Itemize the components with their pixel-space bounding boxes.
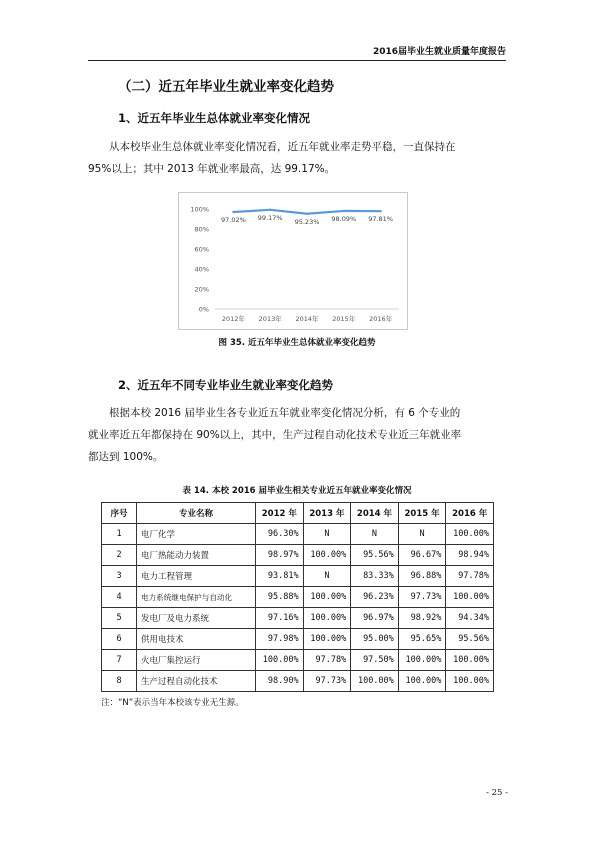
paragraph-2-line-2: 就业率近五年都保持在 90%以上，其中，生产过程自动化技术专业近三年就业率 xyxy=(88,429,462,441)
table-cell: 供用电技术 xyxy=(137,629,256,650)
table-cell: 98.92% xyxy=(398,608,446,629)
table-cell: 生产过程自动化技术 xyxy=(137,671,256,692)
table-cell: 97.78% xyxy=(446,566,494,587)
table-cell: 95.65% xyxy=(398,629,446,650)
table-cell: 火电厂集控运行 xyxy=(137,650,256,671)
table-cell: 100.00% xyxy=(446,524,494,545)
report-title: 2016届毕业生就业质量年度报告 xyxy=(372,47,506,57)
table-cell: 100.00% xyxy=(303,629,351,650)
table-cell: 95.88% xyxy=(256,587,304,608)
table-cell: 95.56% xyxy=(351,545,399,566)
page-number: - 25 - xyxy=(486,788,508,798)
table-cell: 100.00% xyxy=(351,671,399,692)
table-cell: 98.94% xyxy=(446,545,494,566)
table-cell: 97.50% xyxy=(351,650,399,671)
y-tick-label: 40% xyxy=(194,265,209,274)
y-tick-label: 60% xyxy=(194,245,209,254)
data-point xyxy=(379,210,381,212)
table-header-row xyxy=(102,503,494,524)
header-cell: 2013 年 xyxy=(303,503,351,524)
x-tick-label: 2012年 xyxy=(221,315,245,323)
header-cell: 2016 年 xyxy=(446,503,494,524)
subsection-title-2: 2、近五年不同专业毕业生就业率变化趋势 xyxy=(118,378,333,392)
table-row xyxy=(102,608,494,629)
table-cell: 97.78% xyxy=(303,650,351,671)
table-cell: 100.00% xyxy=(303,545,351,566)
table-cell: 电厂热能动力装置 xyxy=(137,545,256,566)
paragraph-1 xyxy=(88,136,506,180)
table-caption: 表 14. 本校 2016 届毕业生相关专业近五年就业率变化情况 xyxy=(182,486,412,496)
paragraph-2-line-1: 根据本校 2016 届毕业生各专业近五年就业率变化情况分析，有 6 个专业的 xyxy=(109,407,461,419)
y-tick-label: 0% xyxy=(198,305,209,314)
table-row xyxy=(102,629,494,650)
table-cell: 6 xyxy=(102,629,137,650)
figure-caption: 图 35. 近五年毕业生总体就业率变化趋势 xyxy=(218,338,376,348)
table-cell: 83.33% xyxy=(351,566,399,587)
table-row xyxy=(102,671,494,692)
data-label: 95.23% xyxy=(294,217,320,226)
table-cell: 96.23% xyxy=(351,587,399,608)
y-tick-label: 80% xyxy=(194,225,209,234)
table-cell: 97.73% xyxy=(303,671,351,692)
data-point xyxy=(232,211,234,213)
chart-canvas xyxy=(179,193,407,329)
table-row xyxy=(102,566,494,587)
table-cell: 96.88% xyxy=(398,566,446,587)
table-cell: N xyxy=(303,566,351,587)
table-cell: 电力工程管理 xyxy=(137,566,256,587)
table-cell: 100.00% xyxy=(398,671,446,692)
data-label: 98.09% xyxy=(331,214,357,223)
table-cell: 7 xyxy=(102,650,137,671)
table-cell: 5 xyxy=(102,608,137,629)
data-label: 99.17% xyxy=(257,213,283,222)
paragraph-1-line-1: 从本校毕业生总体就业率变化情况看，近五年就业率走势平稳，一直保持在 xyxy=(109,141,456,153)
table-cell: 100.00% xyxy=(446,587,494,608)
header-cell: 2014 年 xyxy=(351,503,399,524)
table-cell: 94.34% xyxy=(446,608,494,629)
table-note: 注：“N”表示当年本校该专业无生源。 xyxy=(101,698,244,708)
table-cell: 98.97% xyxy=(256,545,304,566)
table-cell: 97.73% xyxy=(398,587,446,608)
section-title: （二）近五年毕业生就业率变化趋势 xyxy=(118,79,334,95)
y-tick-label: 100% xyxy=(190,205,209,214)
table-cell: 2 xyxy=(102,545,137,566)
table-cell: 1 xyxy=(102,524,137,545)
header-cell: 专业名称 xyxy=(137,503,256,524)
table-cell: 98.90% xyxy=(256,671,304,692)
table-cell: 96.67% xyxy=(398,545,446,566)
table-cell: 93.81% xyxy=(256,566,304,587)
running-header xyxy=(88,44,506,61)
header-cell: 2015 年 xyxy=(398,503,446,524)
table-cell: 96.97% xyxy=(351,608,399,629)
paragraph-2 xyxy=(88,402,506,468)
table-cell: 8 xyxy=(102,671,137,692)
table-cell: 100.00% xyxy=(446,671,494,692)
header-cell: 2012 年 xyxy=(256,503,304,524)
table-cell: 电厂化学 xyxy=(137,524,256,545)
table-cell: 3 xyxy=(102,566,137,587)
table-cell: 100.00% xyxy=(303,587,351,608)
table-cell: N xyxy=(303,524,351,545)
table-cell: 100.00% xyxy=(256,650,304,671)
table-cell: 电力系统继电保护与自动化 xyxy=(137,587,256,608)
paragraph-1-line-2: 95%以上；其中 2013 年就业率最高，达 99.17%。 xyxy=(88,163,336,175)
table-cell: 97.98% xyxy=(256,629,304,650)
data-point xyxy=(306,213,308,215)
x-tick-label: 2016年 xyxy=(369,315,393,323)
table-row xyxy=(102,650,494,671)
table-cell: 97.16% xyxy=(256,608,304,629)
table-row xyxy=(102,545,494,566)
data-point xyxy=(269,209,271,211)
x-tick-label: 2013年 xyxy=(258,315,282,323)
x-tick-label: 2014年 xyxy=(295,315,319,323)
table-cell: 95.56% xyxy=(446,629,494,650)
employment-rate-table xyxy=(101,502,494,692)
x-tick-label: 2015年 xyxy=(332,315,356,323)
y-tick-label: 20% xyxy=(194,285,209,294)
table-cell: 100.00% xyxy=(398,650,446,671)
table-cell: 100.00% xyxy=(303,608,351,629)
table-cell: 96.30% xyxy=(256,524,304,545)
data-point xyxy=(343,210,345,212)
subsection-title-1: 1、近五年毕业生总体就业率变化情况 xyxy=(118,111,310,125)
table-row xyxy=(102,587,494,608)
paragraph-2-line-3: 都达到 100%。 xyxy=(88,451,164,463)
table-cell: 4 xyxy=(102,587,137,608)
line-chart xyxy=(178,192,408,330)
table-cell: N xyxy=(398,524,446,545)
table-cell: 95.00% xyxy=(351,629,399,650)
header-cell: 序号 xyxy=(102,503,137,524)
table-cell: 发电厂及电力系统 xyxy=(137,608,256,629)
data-label: 97.02% xyxy=(221,215,246,224)
table-row xyxy=(102,524,494,545)
table-cell: 100.00% xyxy=(446,650,494,671)
data-label: 97.81% xyxy=(368,215,393,224)
table-cell: N xyxy=(351,524,399,545)
